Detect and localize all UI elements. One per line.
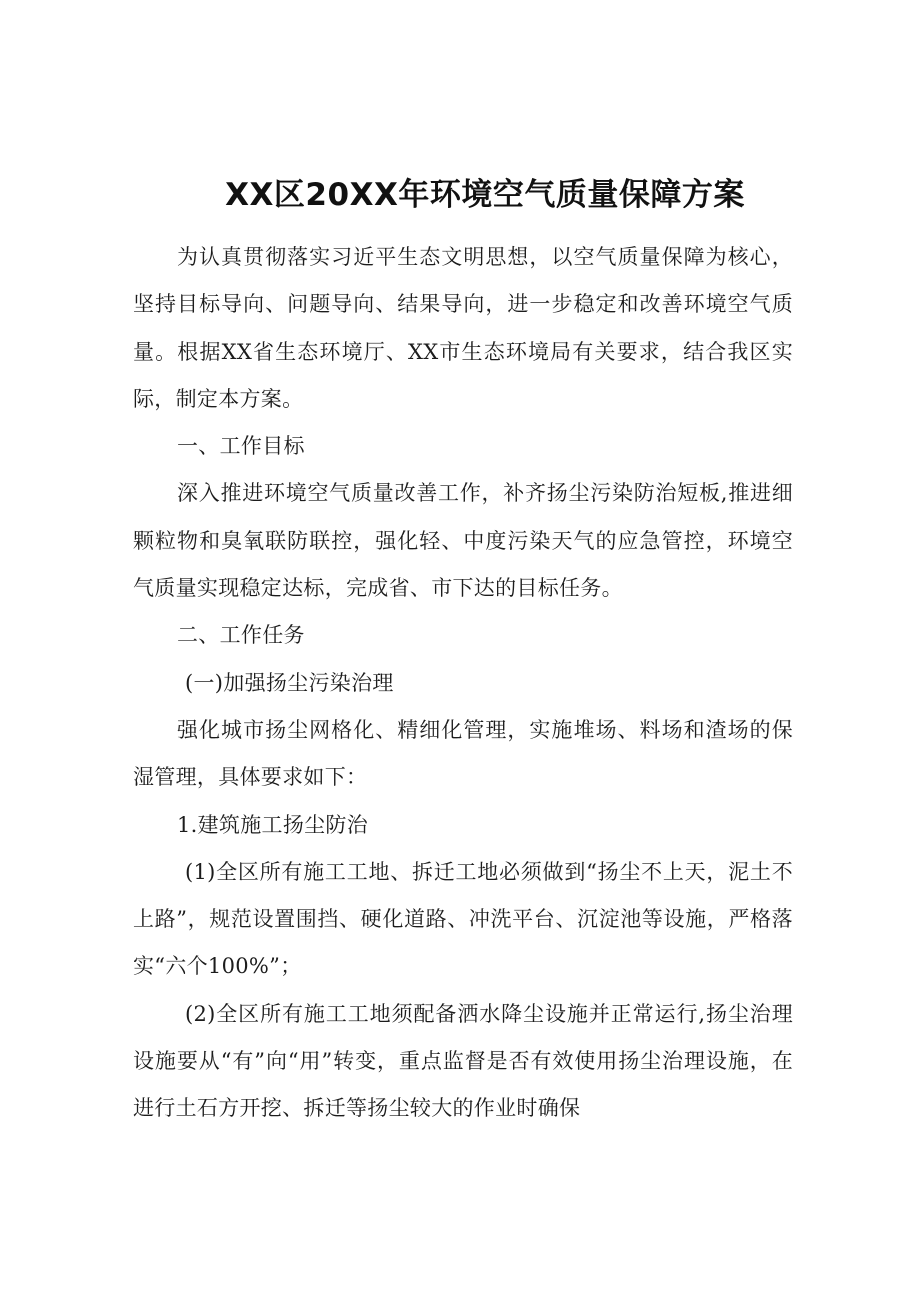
document-title: XX区20XX年环境空气质量保障方案 — [225, 177, 745, 213]
intro-paragraph: 为认真贯彻落实习近平生态文明思想，以空气质量保障为核心，坚持目标导向、问题导向、结果导向，进一步稳定和改善环境空气质量。根据XX省生态环境厅、XX市生态环境局有关要求，结合我区实际，制定本方案。 — [133, 245, 793, 411]
document-body — [133, 234, 793, 1133]
item-paragraph-2: (2)全区所有施工工地须配备洒水降尘设施并正常运行,扬尘治理设施要从“有”向“用”转变，重点监督是否有效使用扬尘治理设施，在进行土石方开挖、拆迁等扬尘较大的作业时确保 — [133, 1001, 793, 1121]
goals-paragraph: 深入推进环境空气质量改善工作，补齐扬尘污染防治短板,推进细颗粒物和臭氧联防联控，强化轻、中度污染天气的应急管控，环境空气质量实现稳定达标，完成省、市下达的目标任务。 — [133, 481, 793, 601]
item-paragraph-1: (1)全区所有施工工地、拆迁工地必须做到“扬尘不上天，泥土不上路”，规范设置围挡、硬化道路、冲洗平台、沉淀池等设施，严格落实“六个100%”； — [133, 859, 793, 979]
item-heading-construction: 1.建筑施工扬尘防治 — [177, 812, 369, 837]
section-heading-goals: 一、工作目标 — [177, 434, 305, 459]
subsection-heading-dust: (一)加强扬尘污染治理 — [185, 670, 394, 695]
dust-paragraph: 强化城市扬尘网格化、精细化管理，实施堆场、料场和渣场的保湿管理，具体要求如下： — [133, 717, 793, 790]
section-heading-tasks: 二、工作任务 — [177, 623, 305, 648]
